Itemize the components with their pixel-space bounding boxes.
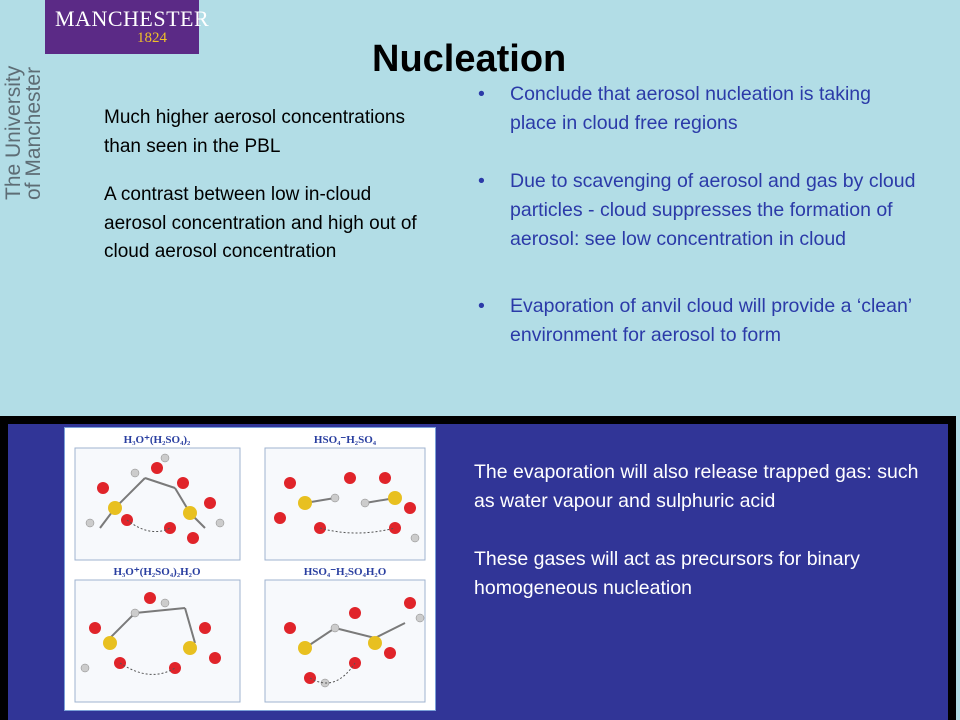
university-vertical-text [4,0,48,200]
bullet-item [478,80,918,138]
slide-title: Nucleation [372,38,567,80]
bullet-text: Due to scavenging of aerosol and gas by cloud particles - cloud suppresses the formation of aerosol: see low concentration in cloud [510,170,916,250]
left-paragraph: Much higher aerosol concentrations than seen in the PBL [104,107,406,157]
bullet-item [478,167,918,254]
bullet-list [478,80,918,379]
university-logo [45,0,210,54]
bullet-dot: • [478,295,485,317]
left-paragraph: A contrast between low in-cloud aerosol concentration and high out of cloud aerosol concentration [104,184,417,262]
panel-paragraph: The evaporation will also release trapped gas: such as water vapour and sulphuric acid [474,461,919,512]
bullet-item [478,292,918,350]
left-text-block [104,104,424,287]
bullet-dot: • [478,83,485,105]
panel-paragraph: These gases will act as precursors for binary homogeneous nucleation [474,548,860,599]
logo-name: MANCHESTER [55,6,210,31]
figure-label: H₃O⁺(H₂SO₄)₂ [123,434,191,446]
panel-text-block [474,458,924,632]
bullet-text: Evaporation of anvil cloud will provide a ‘clean’ environment for aerosol to form [510,295,912,346]
university-vertical-line1: The University [2,65,25,200]
university-vertical-line2: of Manchester [22,66,45,200]
molecule-figure [64,427,436,711]
figure-label: HSO₄⁻H₂SO₄ [313,434,377,446]
figure-label: HSO₄⁻H₂SO₄H₂O [303,566,387,578]
figure-label: H₃O⁺(H₂SO₄)₂H₂O [113,566,201,578]
bullet-text: Conclude that aerosol nucleation is taking place in cloud free regions [510,83,871,134]
molecule-diagram [65,428,435,710]
logo-year: 1824 [137,30,167,46]
bullet-dot: • [478,170,485,192]
